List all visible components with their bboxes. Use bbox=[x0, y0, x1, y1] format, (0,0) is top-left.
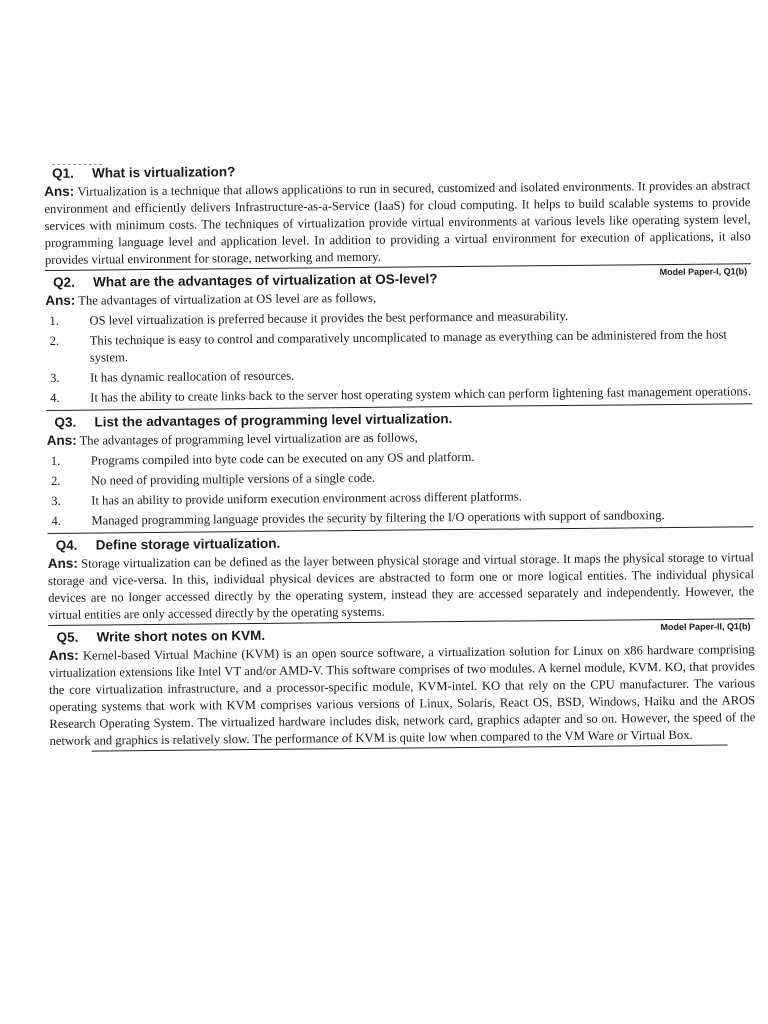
list-item-text: OS level virtualization is preferred because it provides the best performance and measurability. bbox=[89, 308, 569, 328]
answer-text: The advantages of virtualization at OS level are as follows, bbox=[78, 290, 377, 308]
answer-paragraph bbox=[44, 176, 751, 269]
section-q1 bbox=[44, 159, 751, 271]
question-number: Q2. bbox=[53, 274, 75, 290]
list-item bbox=[46, 326, 752, 367]
qa-content bbox=[44, 157, 756, 756]
list-item-text: It has an ability to provide uniform execution environment across different platforms. bbox=[91, 489, 522, 508]
answer-label: Ans: bbox=[45, 292, 76, 308]
list-item-number: 2. bbox=[50, 473, 61, 488]
list-item-text: Programs compiled into byte code can be executed on any OS and platform. bbox=[90, 449, 475, 468]
question-text: List the advantages of programming level virtualization. bbox=[94, 411, 453, 430]
list-item-number: 3. bbox=[51, 493, 61, 508]
question-number: Q3. bbox=[54, 414, 77, 430]
answer-text: Kernel-based Virtual Machine (KVM) is an open source software, a virtualization solution for Linux on x86 hardware comprising virtualization extensions like Intel VT and/or AMD-V. This software comprises of two modules. A kernel module, KVM. KO, that provides the core virtualization infrastructure, and a processor-specific module, KVM-intel. KO that rely on the CPU manufacturer. The various operating systems that work with KVM comprises various versions of Linux, Solaris, React OS, BSD, Windows, Haiku and the AROS Research Operating System. The virtualized hardware includes disk, network card, graphics adapter and so on. However, the speed of the network and graphics is relatively slow. The performance of KVM is quite low when compared to the VM Ware or Virtual Box. bbox=[48, 642, 756, 748]
answer-list bbox=[45, 306, 752, 407]
list-item-text: This technique is easy to control and comparatively uncomplicated to manage as everything can be administered from the host system. bbox=[89, 327, 727, 365]
answer-label: Ans: bbox=[48, 647, 79, 663]
list-item-text: It has dynamic reallocation of resources. bbox=[89, 368, 295, 385]
question-text: Write short notes on KVM. bbox=[96, 627, 266, 645]
question-number: Q1. bbox=[52, 165, 74, 181]
answer-text: The advantages of programming level virtualization are as follows, bbox=[79, 430, 418, 448]
question-text: What is virtualization? bbox=[92, 164, 236, 181]
question-number: Q5. bbox=[56, 629, 79, 645]
answer-text: Virtualization is a technique that allows applications to run in secured, customized and isolated environments. It provides an abstract environment and efficiently delivers Infrastructure-as-a-Service (IaaS) for cloud computing. It helps to build scalable systems to provide services with minimum costs. The techniques of virtualization provide virtual environments at various levels like operating system level, programming language level and application level. In addition to providing a virtual environment for execution of applications, it also provides virtual environment for storage, networking and memory. bbox=[44, 178, 751, 267]
answer-label: Ans: bbox=[46, 432, 77, 448]
list-item-number: 3. bbox=[49, 370, 60, 385]
list-item-text: Managed programming language provides the security by filtering the I/O operations with support of sandboxing. bbox=[91, 508, 665, 528]
question-text: Define storage virtualization. bbox=[95, 535, 281, 553]
model-paper-reference: Model Paper-II, Q1(b) bbox=[660, 621, 751, 633]
list-item-number: 1. bbox=[50, 453, 61, 468]
model-paper-reference: Model Paper-I, Q1(b) bbox=[659, 266, 748, 278]
answer-label: Ans: bbox=[47, 555, 78, 571]
answer-paragraph bbox=[48, 548, 755, 624]
list-item-number: 1. bbox=[49, 313, 60, 328]
section-q2 bbox=[45, 268, 752, 411]
list-item-number: 2. bbox=[49, 333, 60, 348]
list-item-number: 4. bbox=[51, 513, 61, 528]
section-q4 bbox=[48, 531, 755, 626]
list-item-number: 4. bbox=[50, 390, 60, 405]
section-q5 bbox=[48, 623, 755, 752]
list-item-text: No need of providing multiple versions of a single code. bbox=[90, 470, 376, 488]
list-item-text: It has the ability to create links back to the server host operating system which can perform lightening fast management operations. bbox=[90, 384, 751, 405]
question-text: What are the advantages of virtualization at OS-level? bbox=[93, 271, 438, 290]
question-number: Q4. bbox=[55, 537, 78, 553]
section-q3 bbox=[46, 408, 753, 534]
answer-list bbox=[47, 446, 754, 530]
answer-text: Storage virtualization can be defined as the layer between physical storage and virtual storage. It maps the physical storage to virtual storage and vice-versa. In this, individual physical devices are abstracted to form one or more logical entities. The individual physical devices are no longer accessed directly by the operating system, instead they are accessed separately and independently. However, the virtual entities are only accessed directly by the operating systems. bbox=[47, 550, 755, 622]
answer-paragraph bbox=[49, 640, 756, 750]
answer-label: Ans: bbox=[44, 183, 75, 199]
